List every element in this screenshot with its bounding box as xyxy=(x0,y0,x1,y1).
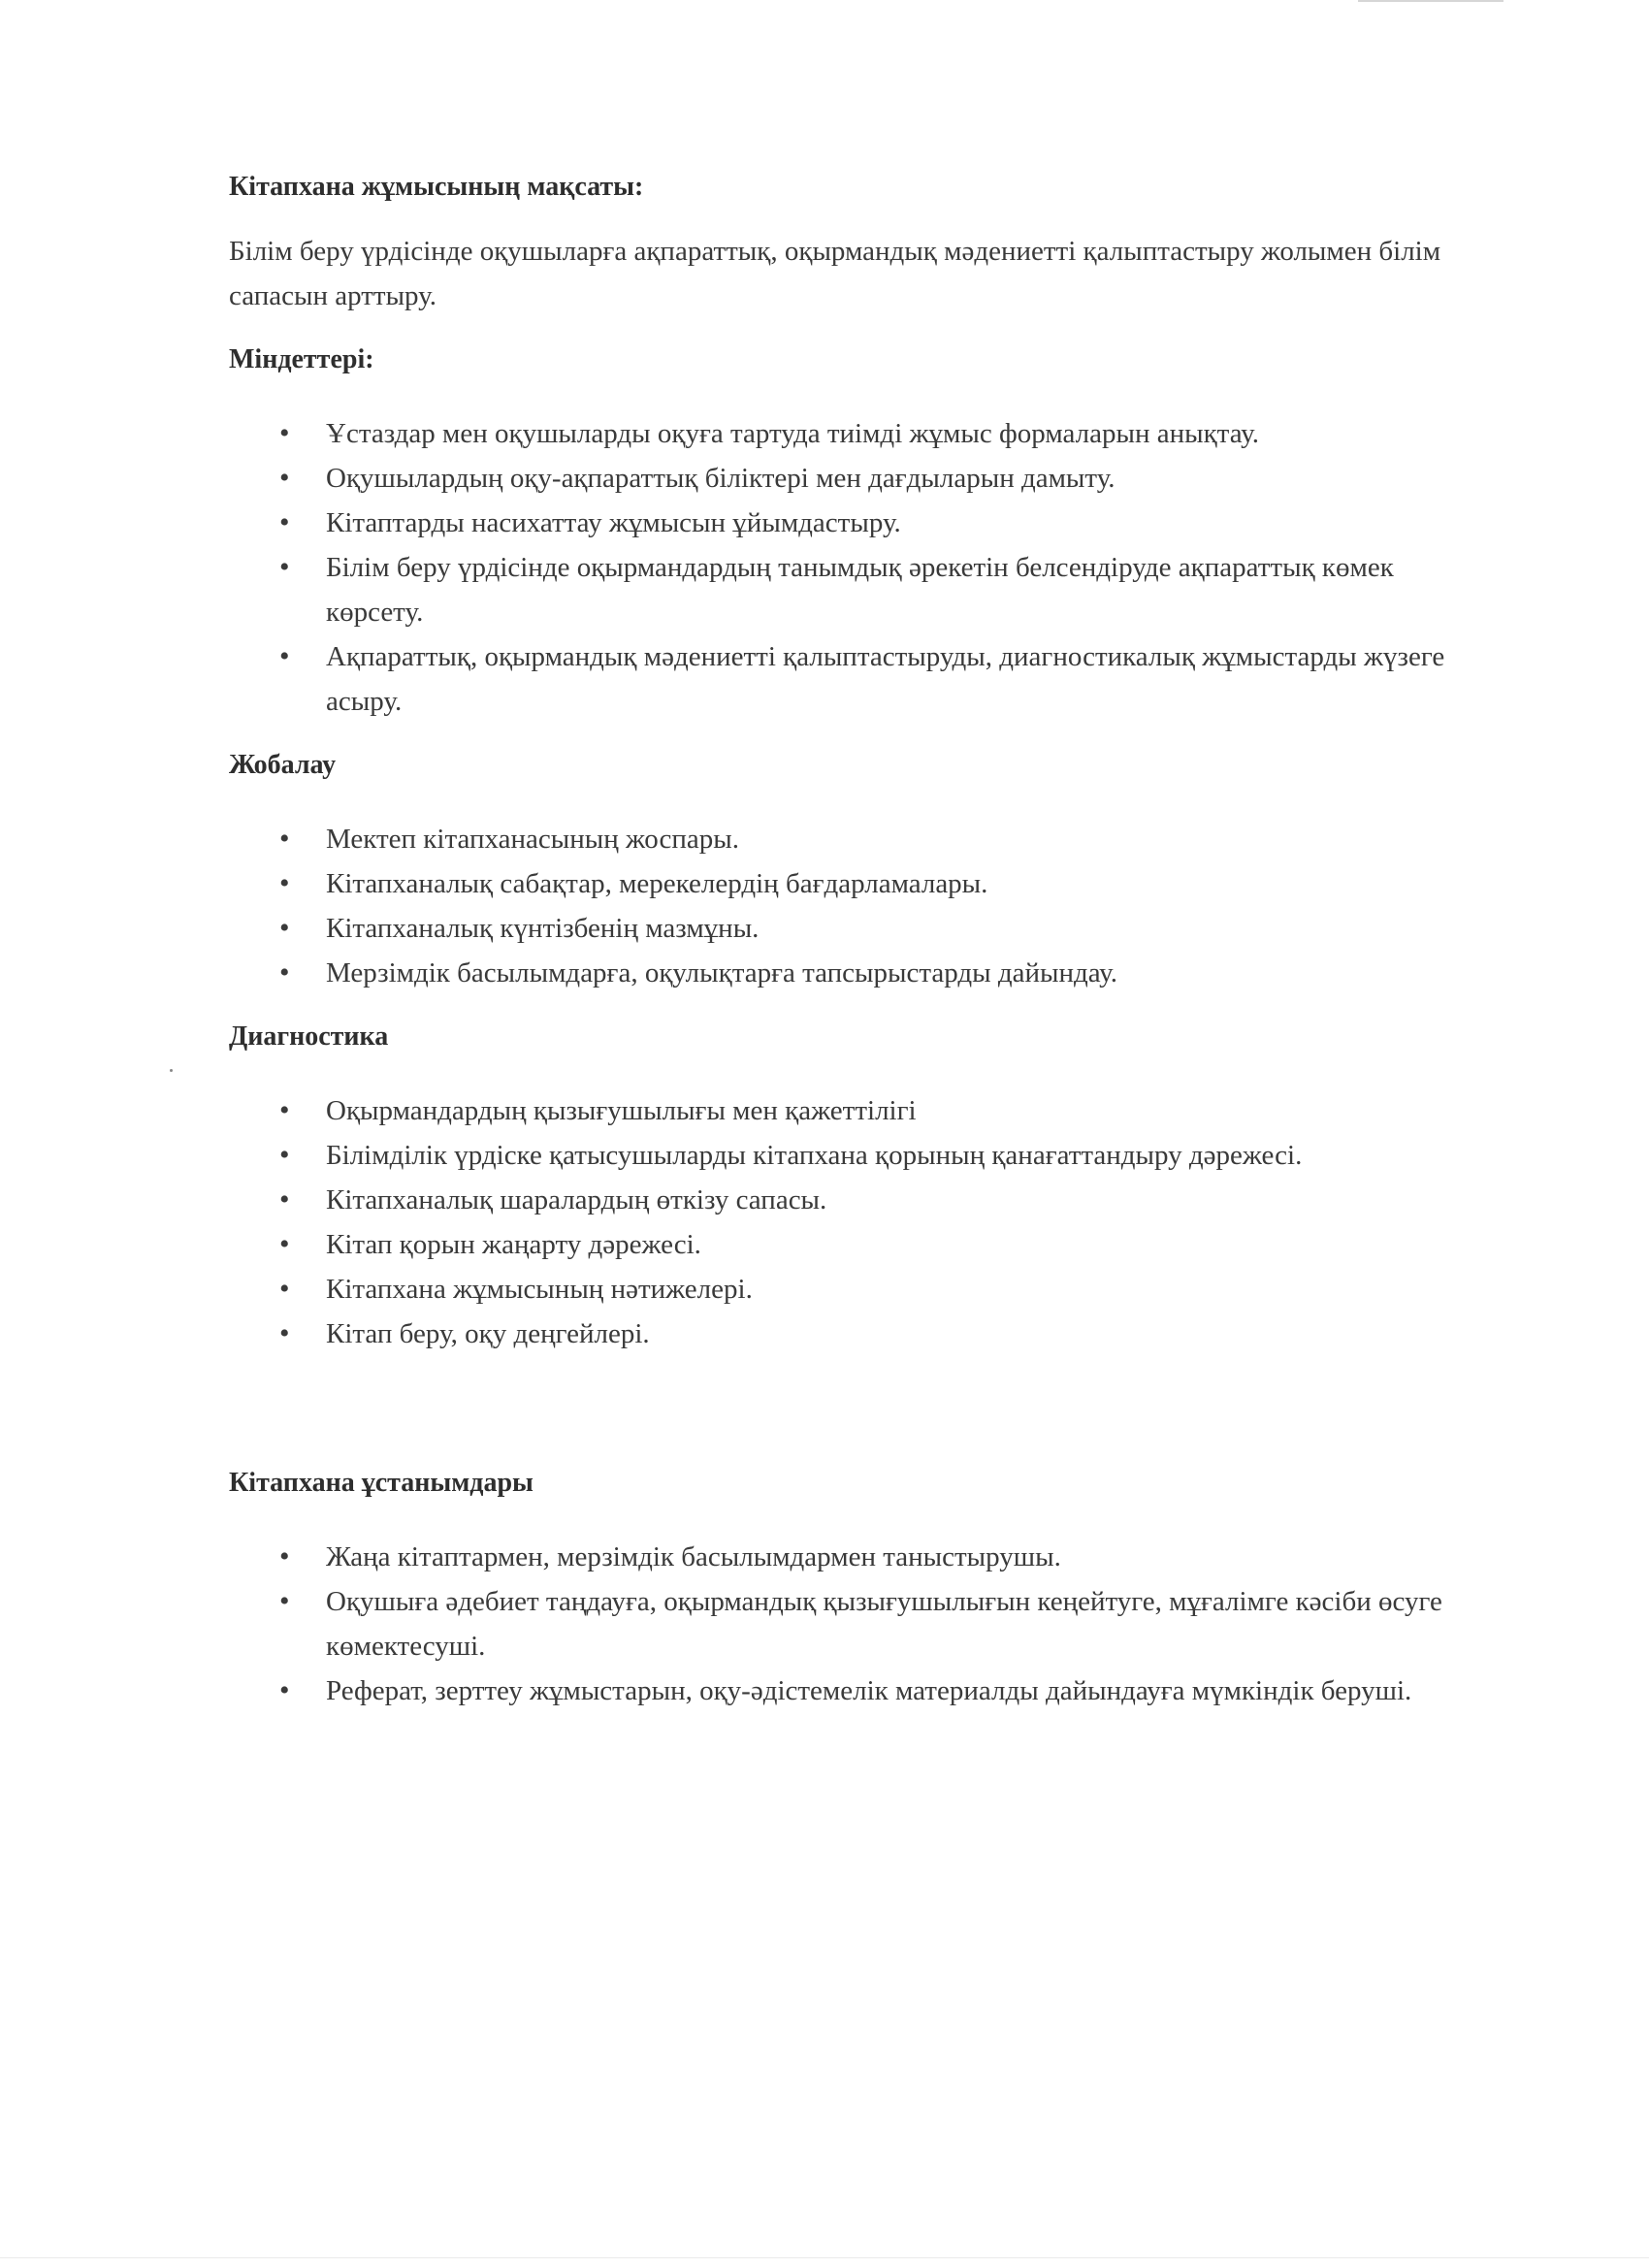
goal-heading: Кітапхана жұмысының мақсаты: xyxy=(229,172,644,202)
list-item: • Білім беру үрдісінде оқырмандардың танымдық әрекетін белсендіруде ақпараттық көмек көрсету. xyxy=(229,545,1480,634)
tasks-list xyxy=(229,411,1480,724)
list-item: • Кітап қорын жаңарту дәрежесі. xyxy=(229,1222,1480,1267)
list-item: • Оқушылардың оқу-ақпараттық біліктері мен дағдыларын дамыту. xyxy=(229,456,1480,501)
diagnostics-heading: Диагностика xyxy=(229,1021,389,1052)
list-item: • Ақпараттық, оқырмандық мәдениетті қалыптастыруды, диагностикалық жұмыстарды жүзеге асыру. xyxy=(229,634,1480,724)
list-item: • Жаңа кітаптармен, мерзімдік басылымдармен таныстырушы. xyxy=(229,1535,1480,1579)
list-item: • Ұстаздар мен оқушыларды оқуға тартуда тиімді жұмыс формаларын анықтау. xyxy=(229,411,1480,456)
list-item: • Оқушыға әдебиет таңдауға, оқырмандық қызығушылығын кеңейтуге, мұғалімге кәсіби өсуге көмектесуші. xyxy=(229,1579,1480,1669)
goal-text: Білім беру үрдісінде оқушыларға ақпараттық, оқырмандық мәдениетті қалыптастыру жолымен білім сапасын арттыру. xyxy=(229,236,1441,311)
list-item: • Кітапханалық шаралардың өткізу сапасы. xyxy=(229,1178,1480,1222)
list-item: • Кітаптарды насихаттау жұмысын ұйымдастыру. xyxy=(229,501,1480,545)
scan-dot xyxy=(170,1069,173,1072)
list-item: • Мектеп кітапханасының жоспары. xyxy=(229,817,1480,861)
planning-list xyxy=(229,817,1480,995)
list-item: • Реферат, зерттеу жұмыстарын, оқу-әдістемелік материалды дайындауға мүмкіндік беруші. xyxy=(229,1669,1480,1713)
list-item: • Мерзімдік басылымдарға, оқулықтарға тапсырыстарды дайындау. xyxy=(229,951,1480,995)
principles-heading: Кітапхана ұстанымдары xyxy=(229,1468,534,1498)
diagnostics-list xyxy=(229,1088,1480,1356)
scan-bottom-edge xyxy=(0,2257,1649,2258)
list-item: • Кітапхана жұмысының нәтижелері. xyxy=(229,1267,1480,1312)
list-item: • Кітап беру, оқу деңгейлері. xyxy=(229,1312,1480,1356)
document-content xyxy=(229,165,1480,1713)
list-item: • Білімділік үрдіске қатысушыларды кітапхана қорының қанағаттандыру дәрежесі. xyxy=(229,1133,1480,1178)
principles-list xyxy=(229,1535,1480,1713)
list-item: • Кітапханалық күнтізбенің мазмұны. xyxy=(229,906,1480,951)
tasks-heading: Міндеттері: xyxy=(229,344,374,374)
planning-heading: Жобалау xyxy=(229,750,337,780)
list-item: • Оқырмандардың қызығушылығы мен қажеттілігі xyxy=(229,1088,1480,1133)
list-item: • Кітапханалық сабақтар, мерекелердің бағдарламалары. xyxy=(229,861,1480,906)
scan-edge-mark xyxy=(1358,0,1504,2)
